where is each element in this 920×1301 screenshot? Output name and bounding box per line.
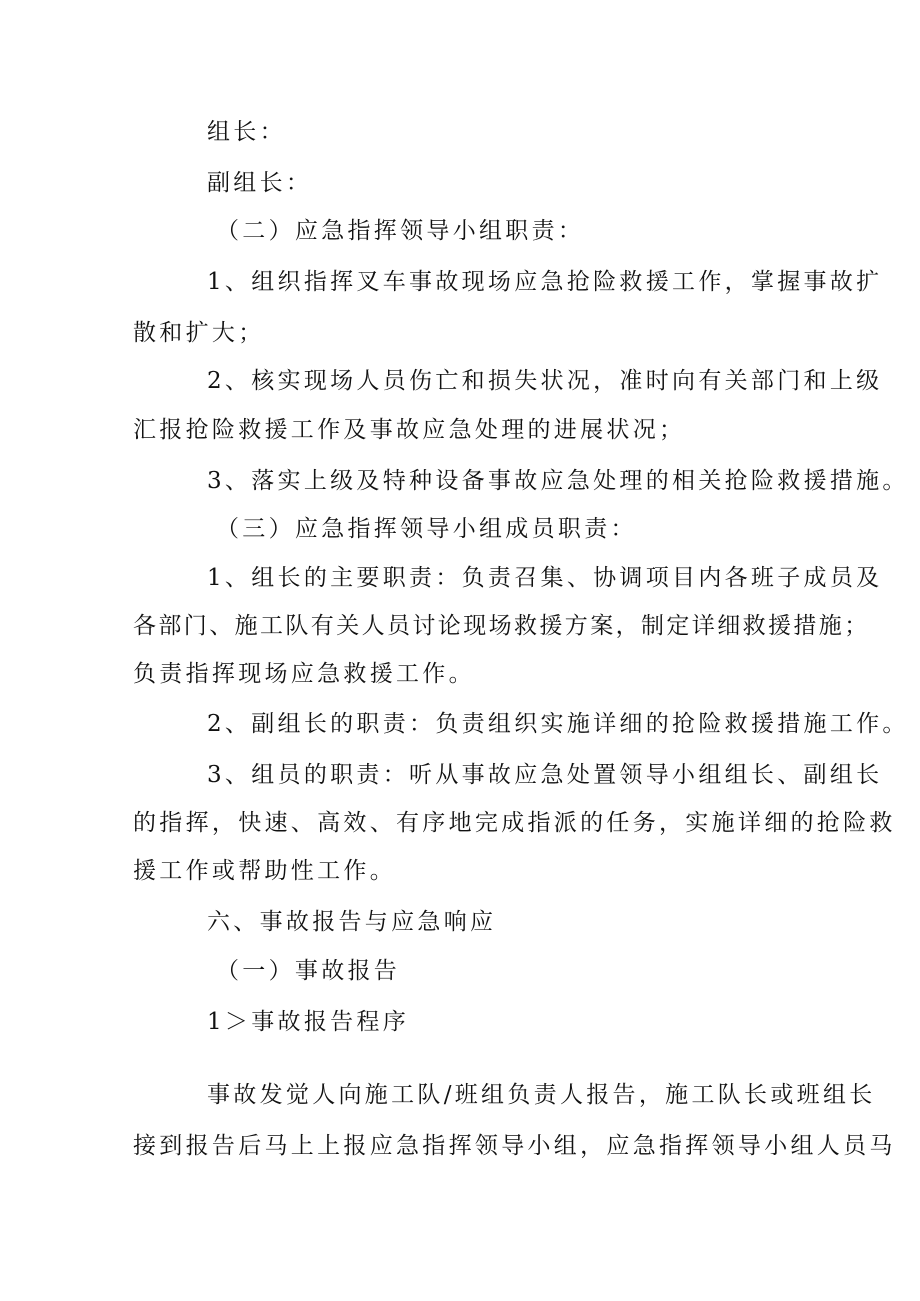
text-line: 3、落实上级及特种设备事故应急处理的相关抢险救援措施。 bbox=[207, 468, 909, 494]
text-line: 散和扩大； bbox=[133, 320, 265, 346]
text-line: 3、组员的职责：听从事故应急处置领导小组组长、副组长 bbox=[207, 762, 883, 788]
section-heading: 六、事故报告与应急响应 bbox=[207, 909, 497, 935]
section-heading: 1＞事故报告程序 bbox=[207, 1009, 410, 1035]
text-line: 1、组长的主要职责：负责召集、协调项目内各班子成员及 bbox=[207, 565, 883, 591]
section-heading: （二）应急指挥领导小组职责： bbox=[216, 218, 585, 244]
section-heading: （三）应急指挥领导小组成员职责： bbox=[216, 516, 637, 542]
text-line: 汇报抢险救援工作及事故应急处理的进展状况； bbox=[133, 417, 686, 443]
text-line: 2、副组长的职责：负责组织实施详细的抢险救援措施工作。 bbox=[207, 711, 909, 737]
text-line: 负责指挥现场应急救援工作。 bbox=[133, 661, 475, 687]
text-line: 1、组织指挥叉车事故现场应急抢险救援工作，掌握事故扩 bbox=[207, 269, 883, 295]
text-line: 的指挥，快速、高效、有序地完成指派的任务，实施详细的抢险救 bbox=[133, 810, 896, 836]
text-line: 援工作或帮助性工作。 bbox=[133, 858, 396, 884]
text-line: 组长： bbox=[207, 119, 286, 145]
section-heading: （一）事故报告 bbox=[216, 958, 401, 984]
text-line: 2、核实现场人员伤亡和损失状况，准时向有关部门和上级 bbox=[207, 368, 883, 394]
text-line: 事故发觉人向施工队/班组负责人报告，施工队长或班组长 bbox=[207, 1082, 876, 1108]
text-line: 接到报告后马上上报应急指挥领导小组，应急指挥领导小组人员马 bbox=[133, 1133, 896, 1159]
text-line: 各部门、施工队有关人员讨论现场救援方案，制定详细救援措施； bbox=[133, 613, 870, 639]
text-line: 副组长： bbox=[207, 170, 313, 196]
